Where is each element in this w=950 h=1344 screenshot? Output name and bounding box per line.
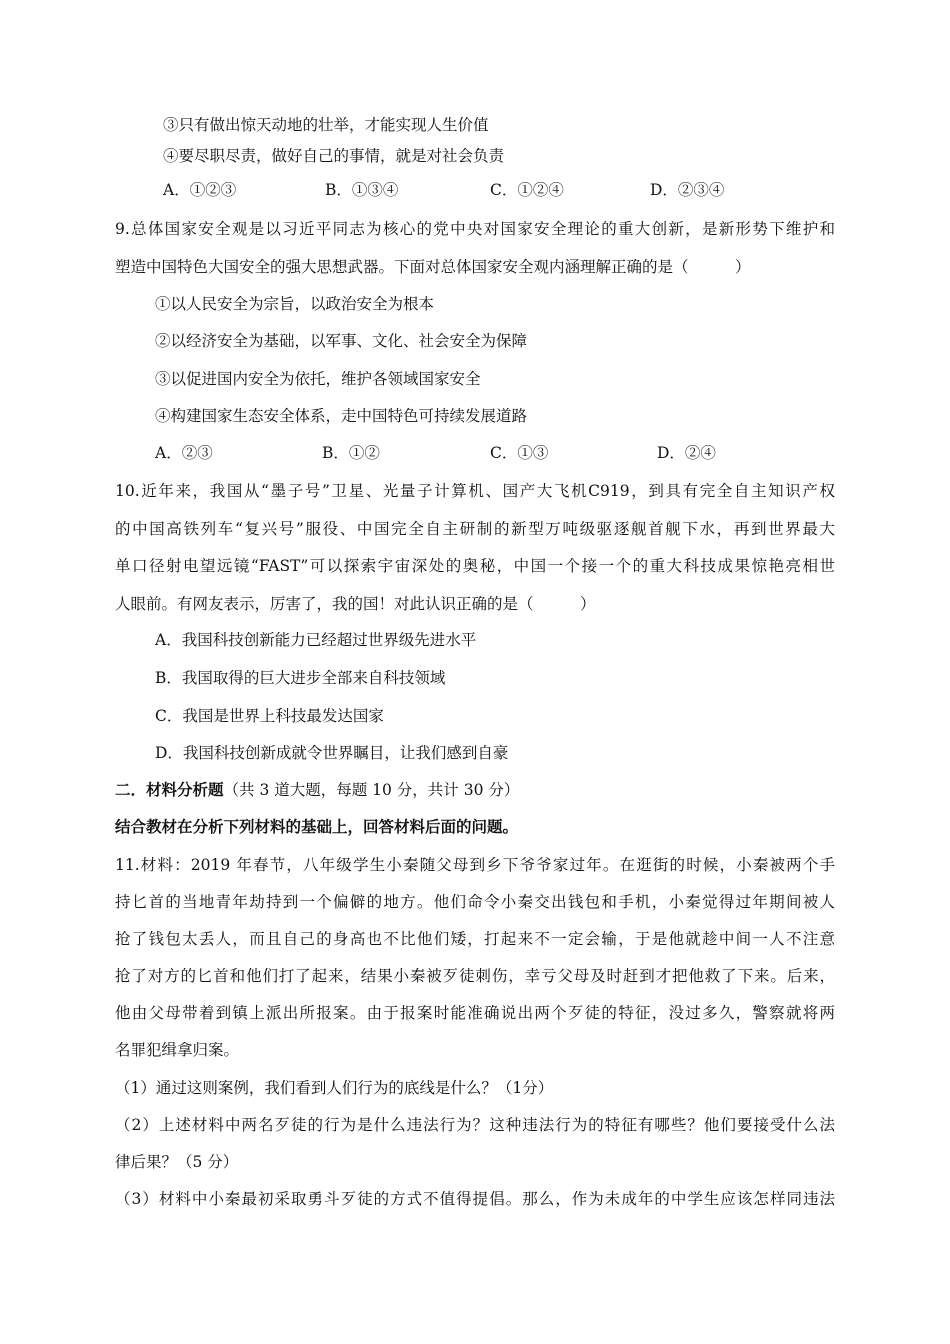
q8-item-3: ③只有做出惊天动地的壮举，才能实现人生价值 <box>163 116 489 134</box>
q11-material-line-6: 名罪犯缉拿归案。 <box>115 1041 240 1059</box>
q9-option-d: D．②④ <box>657 444 716 462</box>
q9-stem-line-2: 塑造中国特色大国安全的强大思想武器。下面对总体国家安全观内涵理解正确的是（ ） <box>115 258 751 276</box>
q9-option-b: B．①② <box>322 444 380 462</box>
q9-item-1: ①以人民安全为宗旨，以政治安全为根本 <box>155 295 435 313</box>
q11-material-line-4: 抢了对方的匕首和他们打了起来，结果小秦被歹徒刺伤，幸亏父母及时赶到才把他救了下来。后来， <box>115 967 835 985</box>
q10-option-b: B．我国取得的巨大进步全部来自科技领域 <box>155 669 446 687</box>
q8-option-c: C．①②④ <box>490 181 564 199</box>
q11-sub-question-2-line-1: （2）上述材料中两名歹徒的行为是什么违法行为？这种违法行为的特征有哪些？他们要接受什么法 <box>115 1116 835 1134</box>
q11-sub-question-3-line-1: （3）材料中小秦最初采取勇斗歹徒的方式不值得提倡。那么，作为未成年的中学生应该怎样同违法 <box>115 1190 835 1208</box>
q11-material-line-1: 11.材料：2019 年春节，八年级学生小秦随父母到乡下爷爷家过年。在逛街的时候，小秦被两个手 <box>115 856 835 874</box>
q9-item-3: ③以促进国内安全为依托，维护各领域国家安全 <box>155 370 481 388</box>
q11-material-line-5: 他由父母带着到镇上派出所报案。由于报案时能准确说出两个歹徒的特征，没过多久，警察就将两 <box>115 1004 835 1022</box>
q8-option-b: B．①③④ <box>325 181 399 199</box>
q10-option-c: C．我国是世界上科技最发达国家 <box>155 707 384 725</box>
q10-stem-line-2: 的中国高铁列车“复兴号”服役、中国完全自主研制的新型万吨级驱逐舰首舰下水，再到世界最大 <box>115 520 835 538</box>
section-2-instruction: 结合教材在分析下列材料的基础上，回答材料后面的问题。 <box>115 817 519 836</box>
q10-stem-line-3: 单口径射电望远镜“FAST”可以探索宇宙深处的奥秘，中国一个接一个的重大科技成果惊艳亮相世 <box>115 557 835 575</box>
q9-option-a: A．②③ <box>155 444 213 462</box>
section-2-title: 二．材料分析题 <box>115 780 224 799</box>
q9-option-c: C．①③ <box>490 444 549 462</box>
q10-option-a: A．我国科技创新能力已经超过世界级先进水平 <box>155 631 477 649</box>
section-2-note: （共 3 道大题，每题 10 分，共计 30 分） <box>223 781 520 799</box>
q8-option-d: D．②③④ <box>650 181 725 199</box>
q8-item-4: ④要尽职尽责，做好自己的事情，就是对社会负责 <box>163 147 505 165</box>
q11-material-line-3: 抢了钱包太丢人，而且自己的身高也不比他们矮，打起来不一定会输，于是他就趁中间一人不注意 <box>115 930 835 948</box>
q10-stem-line-4: 人眼前。有网友表示，厉害了，我的国！对此认识正确的是（ ） <box>115 595 596 613</box>
section-2-heading <box>115 780 519 800</box>
q9-item-2: ②以经济安全为基础，以军事、文化、社会安全为保障 <box>155 332 528 350</box>
q8-option-a: A．①②③ <box>163 181 237 199</box>
q10-stem-line-1: 10.近年来，我国从“墨子号”卫星、光量子计算机、国产大飞机C919，到具有完全自主知识产权 <box>115 482 835 500</box>
q11-sub-question-1: （1）通过这则案例，我们看到人们行为的底线是什么？（1分） <box>115 1079 554 1097</box>
q11-sub-question-2-line-2: 律后果？（5 分） <box>115 1153 239 1171</box>
q9-item-4: ④构建国家生态安全体系，走中国特色可持续发展道路 <box>155 407 528 425</box>
q9-stem-line-1: 9.总体国家安全观是以习近平同志为核心的党中央对国家安全理论的重大创新，是新形势下维护和 <box>115 220 835 238</box>
q11-material-line-2: 持匕首的当地青年劫持到一个偏僻的地方。他们命令小秦交出钱包和手机，小秦觉得过年期间被人 <box>115 893 835 911</box>
q10-option-d: D．我国科技创新成就令世界瞩目，让我们感到自豪 <box>155 744 509 762</box>
